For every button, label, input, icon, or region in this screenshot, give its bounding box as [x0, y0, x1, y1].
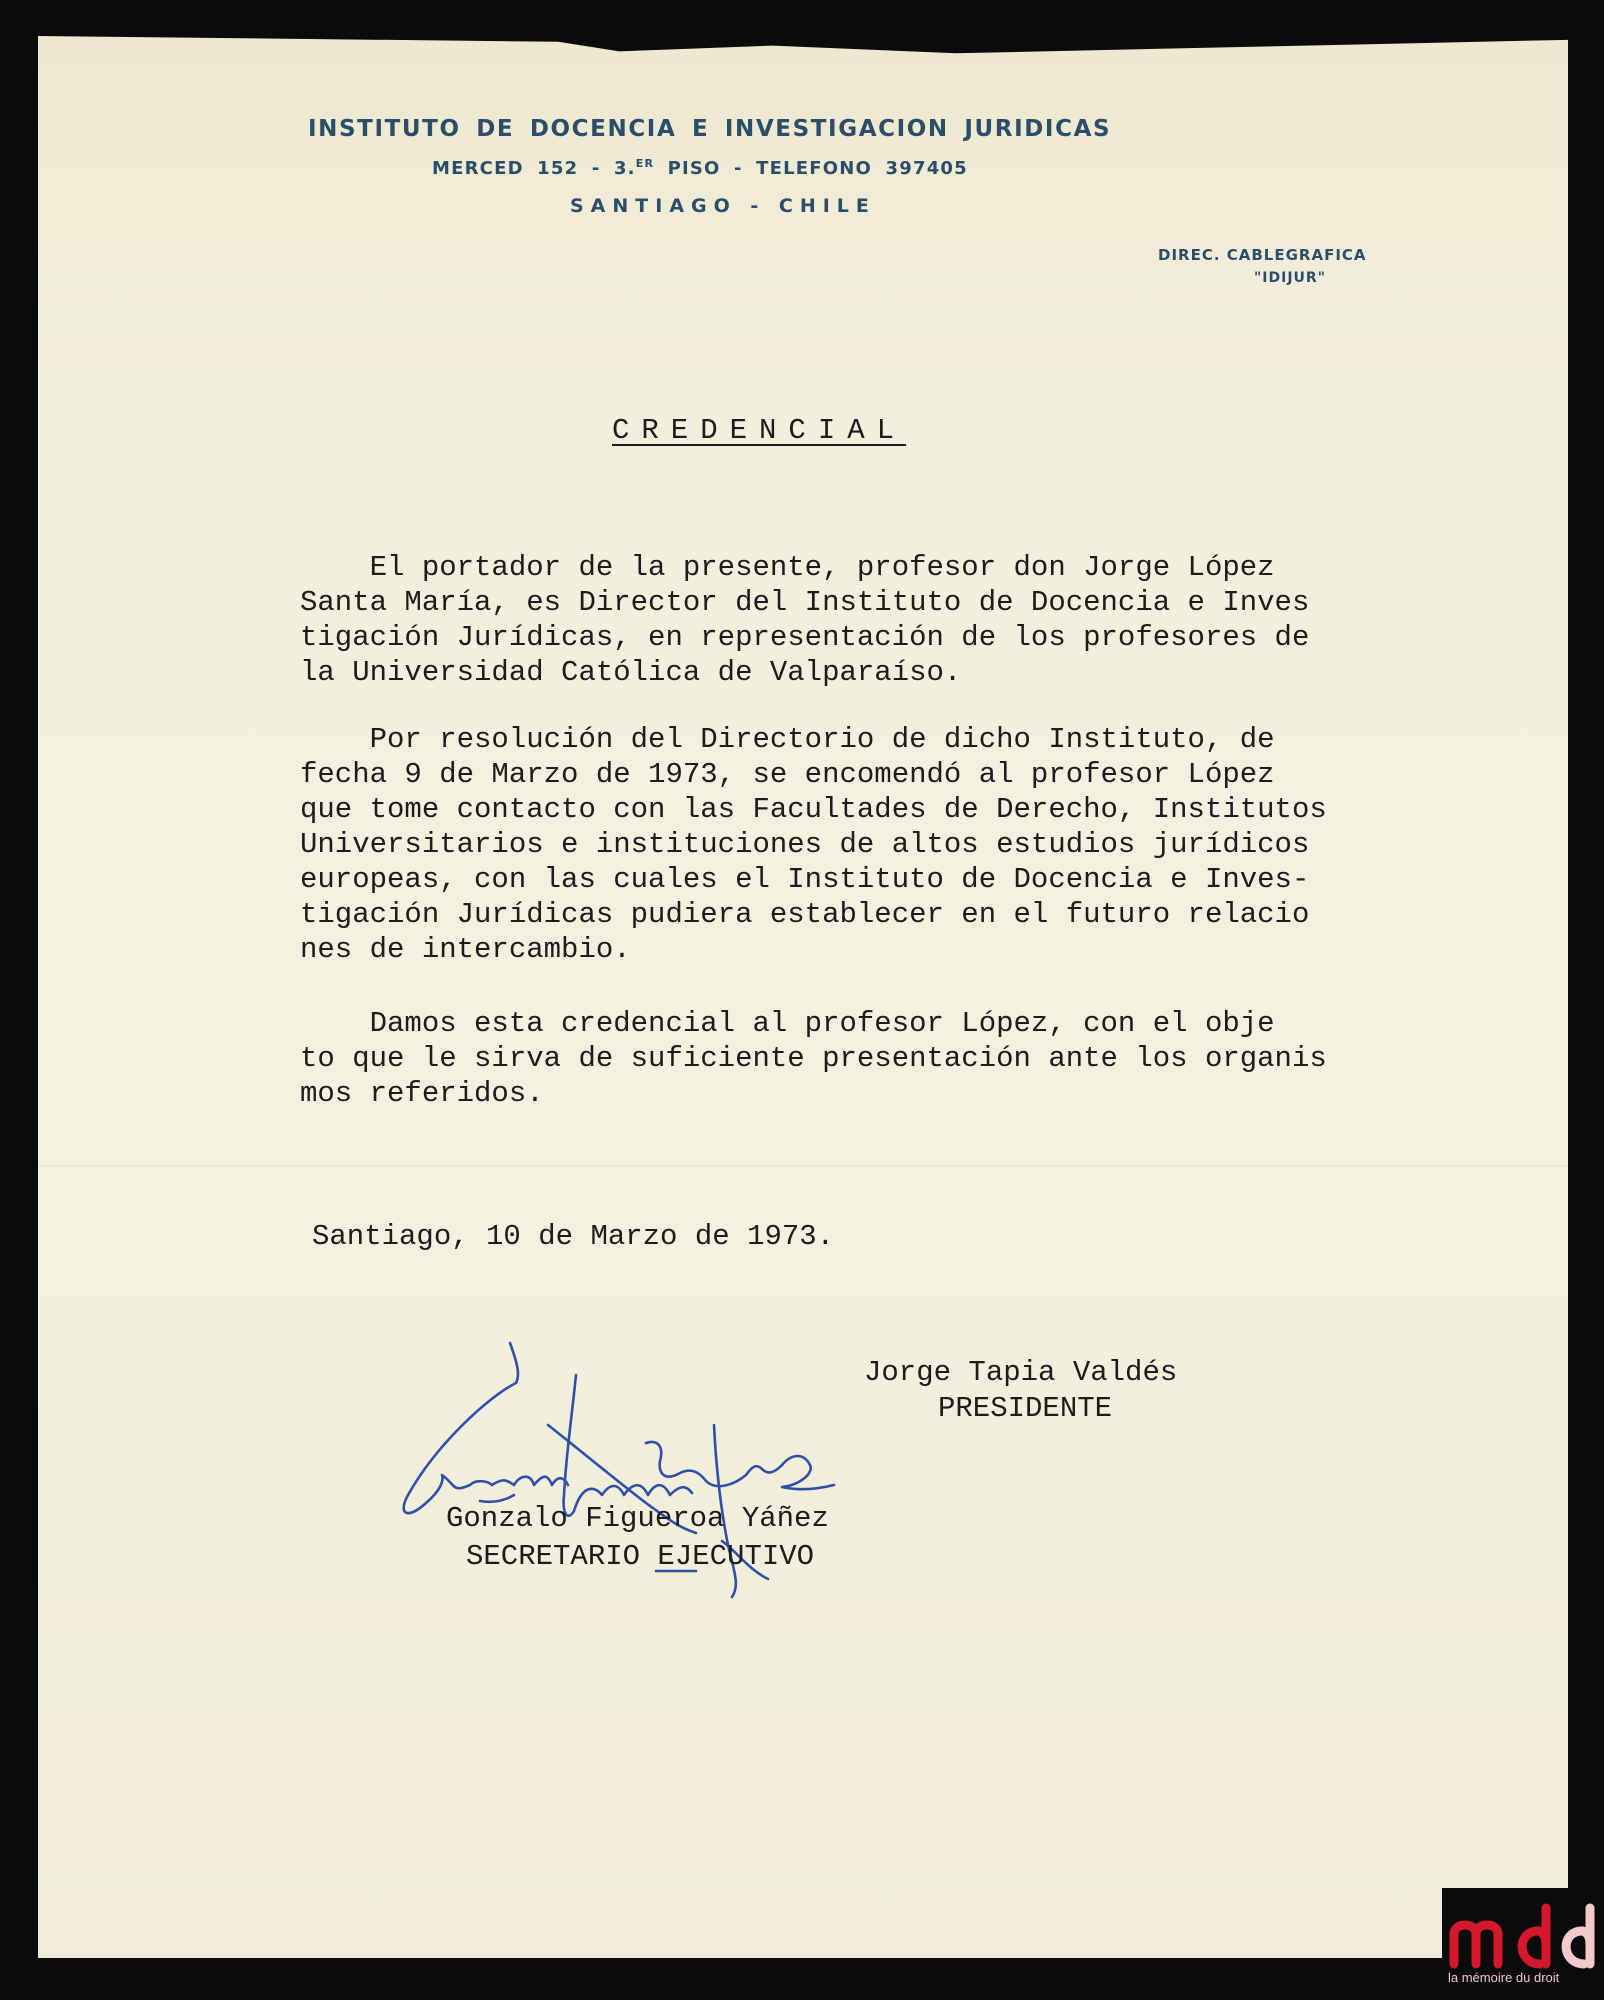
body-paragraph-1: El portador de la presente, profesor don Jorge López Santa María, es Director del Instituto de Docencia e Inves tigación Jurídicas, en representación de los profesores de la Universidad Católica de Valparaíso. — [300, 551, 1310, 689]
body-paragraph-3: Damos esta credencial al profesor López, con el obje to que le sirva de suficiente presentación ante los organis mos referidos. — [300, 1007, 1327, 1110]
president-name: Jorge Tapia Valdés — [864, 1356, 1178, 1389]
place-date: Santiago, 10 de Marzo de 1973. — [312, 1220, 835, 1253]
document-title: CREDENCIAL — [612, 414, 907, 447]
president-role: PRESIDENTE — [938, 1392, 1113, 1425]
paper-fold-line — [38, 1165, 1568, 1168]
paper-sheet — [38, 36, 1568, 1958]
address-part: MERCED 152 - 3. — [432, 158, 636, 179]
letterhead-institution: INSTITUTO DE DOCENCIA E INVESTIGACION JURIDICAS — [308, 116, 1112, 142]
letterhead-cable-label: DIREC. CABLEGRAFICA — [1158, 246, 1367, 264]
secretary-name: Gonzalo Figueroa Yáñez — [446, 1502, 829, 1535]
letterhead-cable-code: "IDIJUR" — [1254, 270, 1326, 286]
watermark-tagline: la mémoire du droit — [1448, 1970, 1560, 1985]
letterhead-address — [432, 157, 968, 179]
body-paragraph-2: Por resolución del Directorio de dicho Instituto, de fecha 9 de Marzo de 1973, se encomendó al profesor López que tome contacto con las Facultades de Derecho, Institutos Universitarios e instituciones de altos estudios jurídicos europeas, con las cuales el Instituto de Docencia e Inves- tigación Jurídicas pudiera establecer en el futuro relacio nes de intercambio. — [300, 723, 1327, 966]
letterhead-city: SANTIAGO - CHILE — [570, 195, 876, 217]
secretary-role: SECRETARIO EJECUTIVO — [466, 1540, 815, 1573]
address-part: PISO - TELEFONO 397405 — [654, 158, 968, 179]
address-superscript: ER — [635, 157, 655, 170]
